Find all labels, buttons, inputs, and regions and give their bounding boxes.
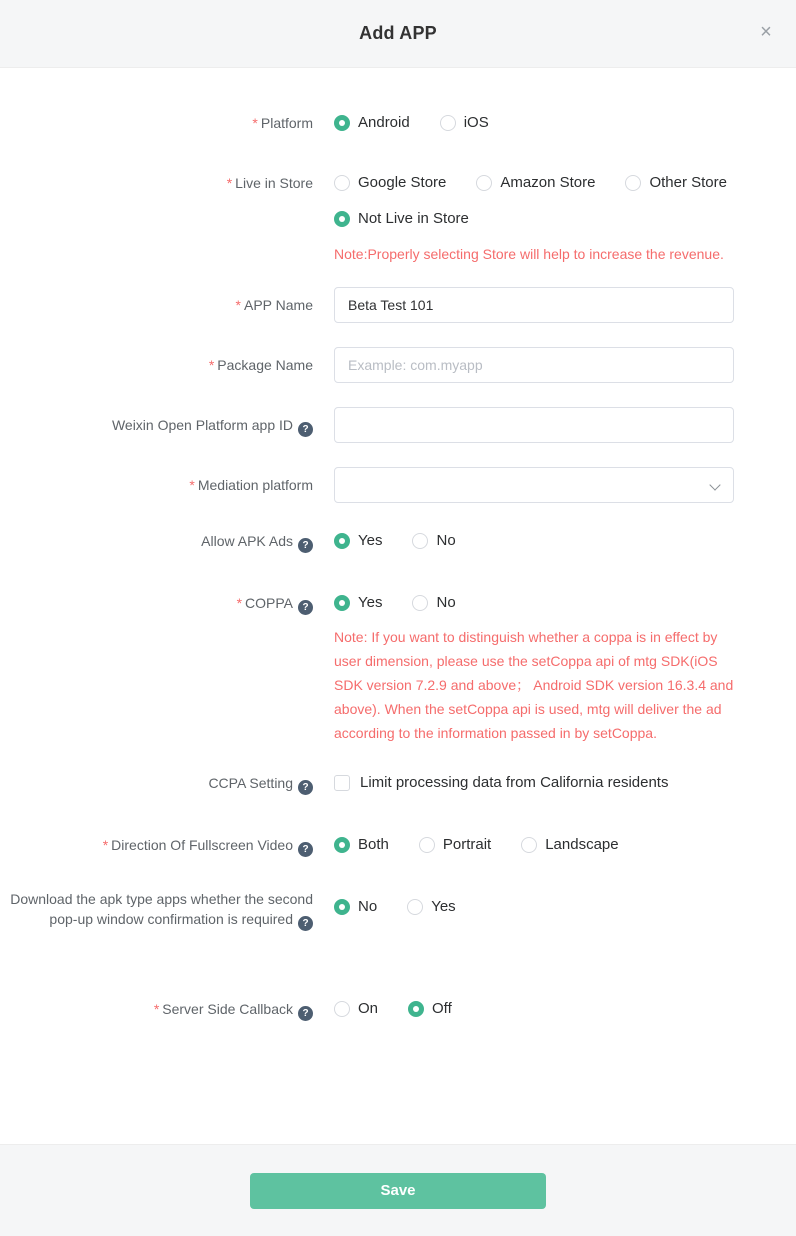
required-asterisk: * <box>252 115 258 131</box>
live-in-store-row <box>0 173 796 267</box>
radio-button-icon[interactable] <box>334 211 350 227</box>
radio-label: Yes <box>358 532 383 549</box>
radio-download-confirm-no[interactable] <box>334 897 377 917</box>
ccpa-checkbox-label: Limit processing data from California residents <box>360 774 669 791</box>
dialog-footer <box>0 1144 796 1236</box>
radio-ios[interactable] <box>440 113 489 133</box>
app-name-row <box>0 287 796 323</box>
weixin-app-id-row <box>0 407 796 443</box>
radio-callback-off[interactable] <box>408 999 452 1019</box>
dialog-header <box>0 0 796 68</box>
help-icon[interactable]: ? <box>298 842 313 857</box>
help-icon[interactable]: ? <box>298 1006 313 1021</box>
live-in-store-label: * Live in Store <box>226 175 313 191</box>
weixin-app-id-label: Weixin Open Platform app ID ? <box>0 407 313 443</box>
help-icon[interactable]: ? <box>298 422 313 437</box>
mediation-platform-row <box>0 467 796 503</box>
weixin-app-id-input[interactable] <box>334 407 734 443</box>
platform-label: * Platform <box>252 115 313 131</box>
required-asterisk: * <box>102 837 109 853</box>
server-callback-radio-group <box>334 999 734 1019</box>
radio-label: Android <box>358 114 410 131</box>
radio-button-icon[interactable] <box>334 533 350 549</box>
save-button[interactable]: Save <box>250 1173 546 1209</box>
app-name-label: * APP Name <box>235 297 313 313</box>
radio-callback-on[interactable] <box>334 999 378 1019</box>
app-name-input[interactable] <box>334 287 734 323</box>
coppa-note: Note: If you want to distinguish whether a coppa is in effect by user dimension, please use the setCoppa api of mtg SDK(iOS SDK version 7.2.9 and above； Android SDK version 16.3.4 and above). When the setCoppa api is used, mtg will deliver the ad according to the information passed in by setCoppa. <box>334 629 734 741</box>
radio-label: iOS <box>463 114 489 131</box>
coppa-row <box>0 593 796 745</box>
radio-label: No <box>358 898 378 915</box>
ccpa-setting-label: CCPA Setting ? <box>0 773 313 795</box>
allow-apk-ads-radio-group <box>334 531 734 551</box>
radio-button-icon[interactable] <box>334 115 350 131</box>
radio-direction-portrait[interactable] <box>419 835 491 855</box>
direction-fullscreen-video-label: * Direction Of Fullscreen Video ? <box>0 835 313 857</box>
mediation-platform-label: * Mediation platform <box>189 477 313 493</box>
radio-apk-ads-yes[interactable] <box>334 531 382 551</box>
radio-label: Amazon Store <box>500 174 596 191</box>
store-radio-group-row2 <box>334 209 734 229</box>
radio-button-icon[interactable] <box>334 595 350 611</box>
radio-label: Yes <box>431 898 456 915</box>
radio-direction-both[interactable] <box>334 835 389 855</box>
server-side-callback-label: * Server Side Callback ? <box>0 999 313 1021</box>
radio-direction-landscape[interactable] <box>521 835 618 855</box>
required-asterisk: * <box>208 357 215 373</box>
radio-button-icon[interactable] <box>521 837 537 853</box>
radio-amazon-store[interactable] <box>476 173 595 193</box>
help-icon[interactable]: ? <box>298 916 313 931</box>
required-asterisk: * <box>153 1001 160 1017</box>
apk-download-confirm-label: Download the apk type apps whether the second pop-up window confirmation is required ? <box>10 891 313 929</box>
radio-button-icon[interactable] <box>407 899 423 915</box>
radio-button-icon[interactable] <box>334 837 350 853</box>
radio-label: No <box>436 532 456 549</box>
required-asterisk: * <box>236 595 243 611</box>
radio-not-live-in-store[interactable] <box>334 209 469 229</box>
apk-download-confirm-row <box>0 889 796 931</box>
radio-button-icon[interactable] <box>334 1001 350 1017</box>
radio-button-icon[interactable] <box>625 175 641 191</box>
package-name-input[interactable] <box>334 347 734 383</box>
radio-button-icon[interactable] <box>408 1001 424 1017</box>
coppa-label: * COPPA ? <box>0 593 313 615</box>
ccpa-checkbox-item[interactable] <box>334 773 734 793</box>
help-icon[interactable]: ? <box>298 600 313 615</box>
package-name-row <box>0 347 796 383</box>
direction-radio-group <box>334 835 734 855</box>
radio-label: On <box>358 1000 379 1017</box>
radio-button-icon[interactable] <box>412 533 428 549</box>
store-note: Note:Properly selecting Store will help to increase the revenue. <box>334 246 724 262</box>
close-icon[interactable]: × <box>752 18 780 46</box>
radio-label: Google Store <box>358 174 447 191</box>
allow-apk-ads-row <box>0 531 796 553</box>
radio-apk-ads-no[interactable] <box>412 531 455 551</box>
required-asterisk: * <box>189 477 195 493</box>
required-asterisk: * <box>226 175 233 191</box>
radio-label: Both <box>358 836 389 853</box>
allow-apk-ads-label: Allow APK Ads ? <box>0 531 313 553</box>
radio-other-store[interactable] <box>625 173 727 193</box>
apk-download-confirm-radio-group <box>334 897 734 917</box>
store-radio-group-row1 <box>334 173 734 193</box>
dialog-title: Add APP <box>359 23 437 43</box>
radio-label: Other Store <box>649 174 727 191</box>
radio-button-icon[interactable] <box>419 837 435 853</box>
radio-button-icon[interactable] <box>476 175 492 191</box>
radio-coppa-no[interactable] <box>412 593 455 613</box>
radio-label: Portrait <box>442 836 492 853</box>
radio-label: No <box>436 594 456 611</box>
radio-android[interactable] <box>334 113 410 133</box>
chevron-down-icon <box>709 479 720 490</box>
radio-google-store[interactable] <box>334 173 446 193</box>
coppa-radio-group <box>334 593 734 613</box>
radio-label: Landscape <box>545 836 619 853</box>
radio-label: Off <box>432 1000 452 1017</box>
radio-button-icon[interactable] <box>440 115 456 131</box>
package-name-label: * Package Name <box>208 357 313 373</box>
radio-label: Yes <box>358 594 383 611</box>
platform-row <box>0 113 796 133</box>
server-side-callback-row <box>0 999 796 1021</box>
checkbox-icon[interactable] <box>334 775 350 791</box>
radio-button-icon[interactable] <box>334 899 350 915</box>
help-icon[interactable]: ? <box>298 780 313 795</box>
radio-button-icon[interactable] <box>412 595 428 611</box>
direction-fullscreen-video-row <box>0 835 796 857</box>
radio-button-icon[interactable] <box>334 175 350 191</box>
help-icon[interactable]: ? <box>298 538 313 553</box>
platform-radio-group <box>334 113 734 133</box>
radio-coppa-yes[interactable] <box>334 593 382 613</box>
required-asterisk: * <box>235 297 241 313</box>
dialog-body <box>0 68 796 1084</box>
mediation-platform-select[interactable] <box>334 467 734 503</box>
radio-label: Not Live in Store <box>358 210 469 227</box>
radio-download-confirm-yes[interactable] <box>407 897 455 917</box>
ccpa-setting-row <box>0 773 796 795</box>
